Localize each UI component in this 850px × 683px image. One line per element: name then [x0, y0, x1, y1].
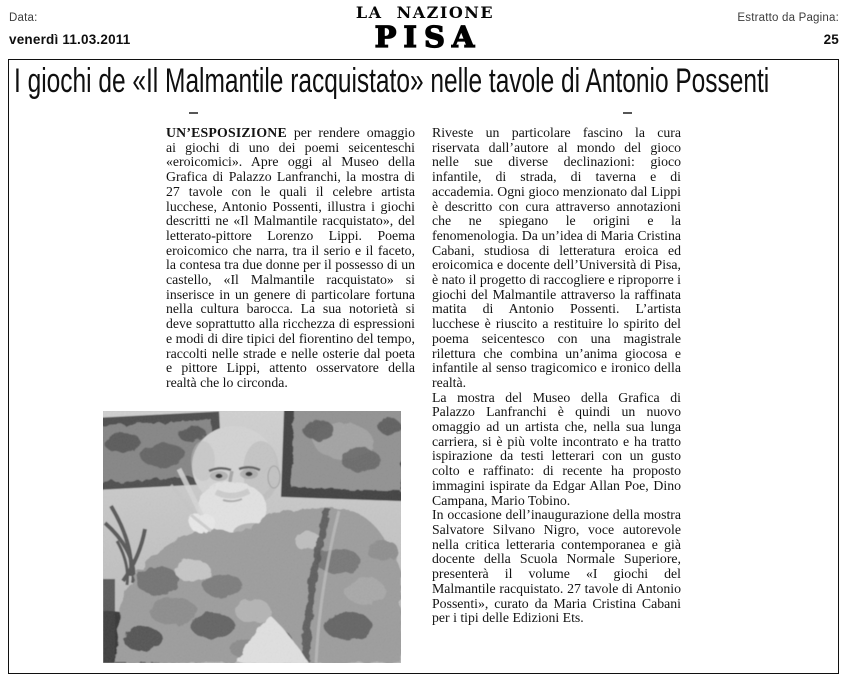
column-marker-dash-right — [623, 112, 632, 114]
left-column-paragraph — [166, 126, 415, 391]
possenti-portrait-illustration — [103, 411, 401, 663]
page-number: 25 — [823, 32, 839, 47]
film-grain-light — [103, 411, 401, 663]
lead-in-text: UN’ESPOSIZIONE — [166, 125, 287, 140]
column-marker-dash-left — [189, 112, 198, 114]
masthead-title: LA NAZIONE — [355, 3, 495, 22]
page-extract-block — [737, 12, 839, 47]
date-value: venerdì 11.03.2011 — [9, 32, 131, 47]
article-photo — [103, 411, 401, 663]
right-column-paragraph: In occasione dell’inaugurazione della mostra Salvatore Silvano Nigro, voce autorevole nella critica letteraria contemporanea e già docente della Scuola Normale Superiore, presenterà il volume «I giochi del Malmantile racquistato. 27 tavole di Antonio Possenti», curato da Maria Cristina Cabani per i tipi delle Edizioni Ets. — [432, 507, 681, 626]
right-column-paragraph: Riveste un particolare fascino la cura riservata dall’autore al mondo del gioco nelle sue diverse declinazioni: gioco infantile, di strada, di taverna e di accademia. Ogni gioco menzionato dal Lippi è descritto con cura attraverso annotazioni che ne spiegano le origini e la fenomenologia. Da un’idea di Maria Cristina Cabani, studiosa di letteratura eroica ed eroicomica e docente dell’Università di Pisa, è nato il progetto di raccogliere e riproporre i giochi del Malmantile attraverso la raffinata matita di Antonio Possenti. L’artista lucchese è riuscito a restituire lo spirito del poema seicentesco con una magistrale rilettura che combina un’anima giocosa e infantile al senso tragicomico e ironico della realtà. — [432, 125, 682, 390]
headline: I giochi de «Il Malmantile racquistato» nelle tavole di Antonio Possenti — [14, 62, 770, 100]
article-column-right — [432, 126, 681, 626]
right-column-paragraph: La mostra del Museo della Grafica di Palazzo Lanfranchi è quindi un nuovo omaggio ad un artista che, nella sua lunga carriera, si è più volte incontrato e ha tratto ispirazione da testi letterari con un gusto colto e raffinato: di recente ha proposto immagini ispirate da Edgar Allan Poe, Dino Campana, Mario Tobino. — [432, 389, 681, 508]
article-column-left — [166, 126, 415, 391]
page-extract-label: Estratto da Pagina: — [737, 12, 839, 24]
date-label: Data: — [9, 12, 38, 24]
left-column-body-text: per rendere omaggio ai giochi di uno dei poemi seicenteschi «eroicomici». Apre oggi al Museo della Grafica di Palazzo Lanfranchi, la mostra di 27 tavole con le quali il celebre artista lucchese, Antonio Possenti, illustra i giochi descritti ne «Il Malmantile racquistato», del letterato-pittore Lorenzo Lippi. Poema eroicomico che narra, tra il serio e il faceto, la contesa tra due donne per il possesso di un castello, «Il Malmantile racquistato» si inserisce in un genere di particolare fortuna nella cultura barocca. La sua notorietà si deve soprattutto alla ricchezza di espressioni e modi di dire tipici del fiorentino del tempo, raccolti nelle strade e nelle osterie dal poeta e pittore Lippi, attento osservatore della realtà che lo circonda. — [166, 125, 415, 390]
masthead-subtitle: PISA — [374, 20, 482, 54]
masthead — [0, 5, 850, 52]
